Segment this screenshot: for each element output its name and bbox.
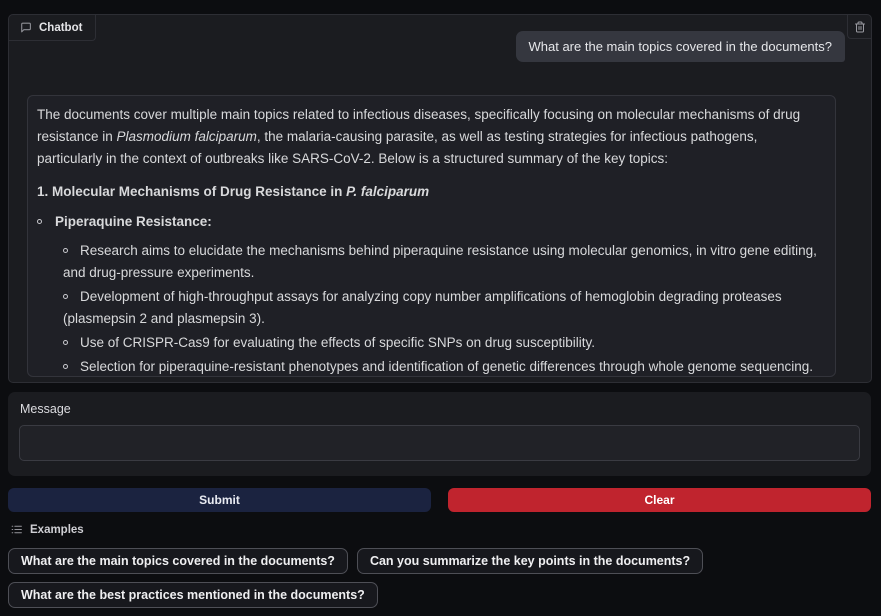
circle-bullet-icon	[63, 294, 68, 299]
bot-point-text: Research aims to elucidate the mechanisms behind piperaquine resistance using molecular genomics, in vitro gene editing, and drug-pressure experiments.	[63, 243, 817, 280]
bot-point-item	[63, 332, 821, 354]
bot-heading-text: 1. Molecular Mechanisms of Drug Resistance in	[37, 184, 347, 199]
user-message-row	[516, 31, 846, 62]
action-buttons-row	[8, 488, 871, 512]
message-input[interactable]	[19, 425, 860, 461]
bot-topic-list	[37, 211, 821, 233]
circle-bullet-icon	[63, 340, 68, 345]
bot-intro-text-end: , the malaria-causing parasite, as well as testing strategies for infectious pathogens, particularly in the context of outbreaks like SARS-CoV-2. Below is a structured summary of the key topics:	[37, 129, 758, 166]
examples-list	[8, 548, 871, 608]
user-message-bubble[interactable]: What are the main topics covered in the documents?	[516, 31, 846, 62]
message-label: Message	[20, 402, 71, 416]
bot-point-item	[63, 240, 821, 284]
bot-intro-text-start: The documents cover multiple main topics related to infectious diseases, specifically focusing on molecular mechanisms of drug resistance in	[37, 107, 801, 144]
bot-message-bubble[interactable]	[27, 95, 836, 377]
bot-point-item	[63, 286, 821, 330]
bot-points-list	[37, 240, 821, 377]
example-button[interactable]: What are the best practices mentioned in the documents?	[8, 582, 378, 608]
bot-heading-italic: P. falciparum	[346, 184, 430, 199]
list-icon	[10, 523, 23, 536]
clear-button[interactable]: Clear	[448, 488, 871, 512]
circle-bullet-icon	[63, 248, 68, 253]
example-button[interactable]: Can you summarize the key points in the documents?	[357, 548, 703, 574]
trash-icon	[854, 21, 866, 33]
chatbot-label	[9, 15, 96, 41]
bot-topic-item	[37, 211, 821, 233]
bot-point-text: Development of high-throughput assays for analyzing copy number amplifications of hemoglobin degrading proteases (plasmepsin 2 and plasmepsin 3).	[63, 289, 782, 326]
chatbot-label-text: Chatbot	[39, 21, 83, 34]
bot-topic-text: Piperaquine Resistance:	[55, 214, 212, 229]
clear-chat-button[interactable]	[847, 15, 871, 39]
message-input-group	[8, 392, 871, 476]
chat-bubble-icon	[19, 21, 32, 34]
bot-point-text: Use of CRISPR-Cas9 for evaluating the effects of specific SNPs on drug susceptibility.	[80, 335, 595, 350]
chatbot-panel	[8, 14, 872, 383]
example-button[interactable]: What are the main topics covered in the documents?	[8, 548, 348, 574]
submit-button[interactable]: Submit	[8, 488, 431, 512]
bot-point-text: Selection for piperaquine-resistant phenotypes and identification of genetic differences through whole genome sequencing.	[80, 359, 813, 374]
bot-point-item	[63, 356, 821, 377]
examples-label: Examples	[30, 523, 84, 536]
examples-header	[10, 523, 84, 536]
bot-intro-paragraph	[37, 104, 821, 170]
bot-intro-italic: Plasmodium falciparum	[116, 129, 257, 144]
circle-bullet-icon	[37, 219, 42, 224]
bot-section-heading	[37, 181, 821, 203]
circle-bullet-icon	[63, 364, 68, 369]
